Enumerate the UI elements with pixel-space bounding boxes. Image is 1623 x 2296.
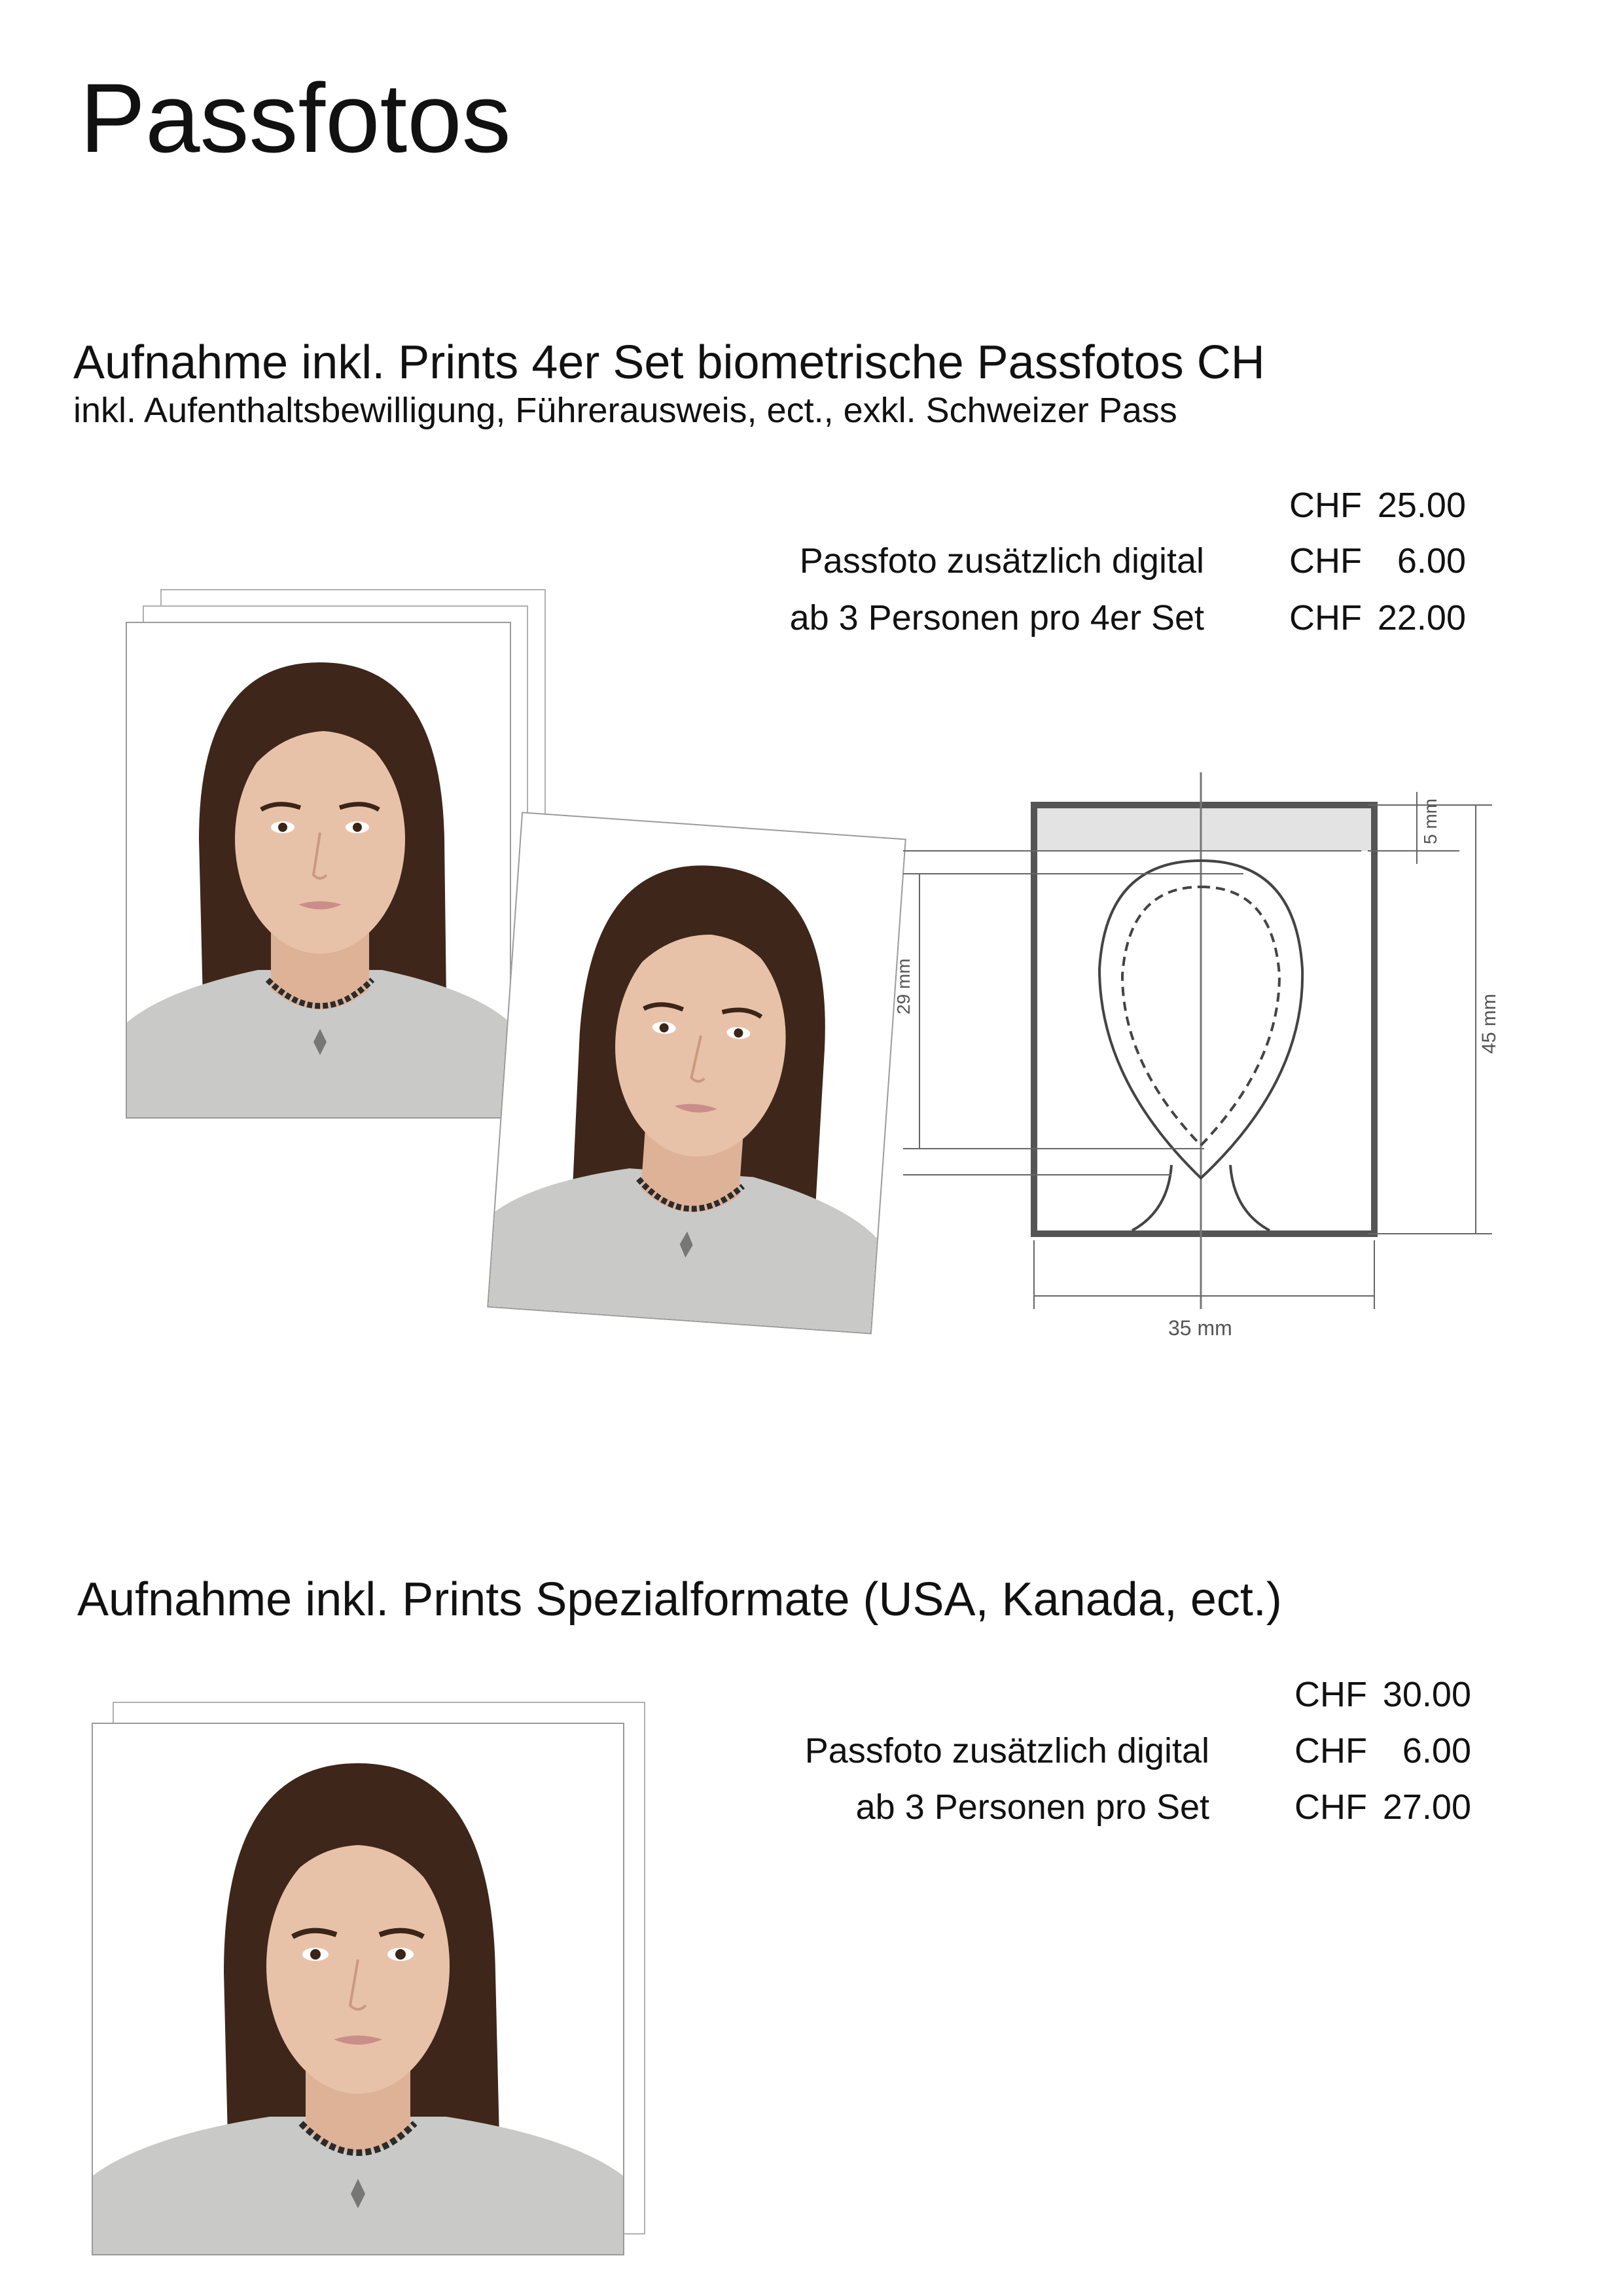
price-amount: 22.00: [1377, 598, 1466, 637]
price-amount: 30.00: [1382, 1675, 1471, 1714]
price-label: ab 3 Personen pro 4er Set: [789, 598, 1204, 637]
height-label: 45 mm: [1478, 994, 1500, 1054]
passport-photo-square: [92, 1723, 624, 2255]
price-currency: CHF: [1289, 598, 1362, 637]
price-currency: CHF: [1289, 486, 1362, 525]
photo-frame: [1034, 805, 1374, 1234]
portrait-image: [93, 1724, 623, 2254]
section-special-price-list: [725, 1677, 1484, 1847]
width-label: 35 mm: [1168, 1316, 1232, 1340]
section-ch-price-list: [720, 488, 1479, 658]
price-currency: CHF: [1294, 1675, 1367, 1714]
section-ch-subheading: inkl. Aufenthaltsbewilligung, Führerausweis, ect., exkl. Schweizer Pass: [73, 391, 1177, 430]
price-amount: 6.00: [1397, 541, 1466, 581]
section-ch-heading: Aufnahme inkl. Prints 4er Set biometrische Passfotos CH: [73, 336, 1265, 389]
price-amount: 27.00: [1382, 1787, 1471, 1827]
page-title: Passfotos: [80, 63, 511, 173]
price-amount: 25.00: [1377, 486, 1466, 525]
price-label: ab 3 Personen pro Set: [855, 1787, 1209, 1827]
price-currency: CHF: [1294, 1731, 1367, 1770]
top-margin-band: [1037, 808, 1371, 851]
passport-photo: [126, 622, 511, 1119]
price-label: Passfoto zusätzlich digital: [804, 1731, 1209, 1770]
price-label: Passfoto zusätzlich digital: [799, 541, 1204, 581]
price-currency: CHF: [1289, 541, 1362, 581]
face-height-label: 29 mm: [893, 958, 914, 1014]
top-margin-label: 5 mm: [1420, 798, 1440, 844]
price-amount: 6.00: [1402, 1731, 1471, 1770]
price-currency: CHF: [1294, 1787, 1367, 1827]
biometric-size-diagram: [792, 772, 1538, 1361]
section-special-heading: Aufnahme inkl. Prints Spezialformate (USA, Kanada, ect.): [77, 1573, 1282, 1626]
portrait-image: [127, 623, 510, 1117]
